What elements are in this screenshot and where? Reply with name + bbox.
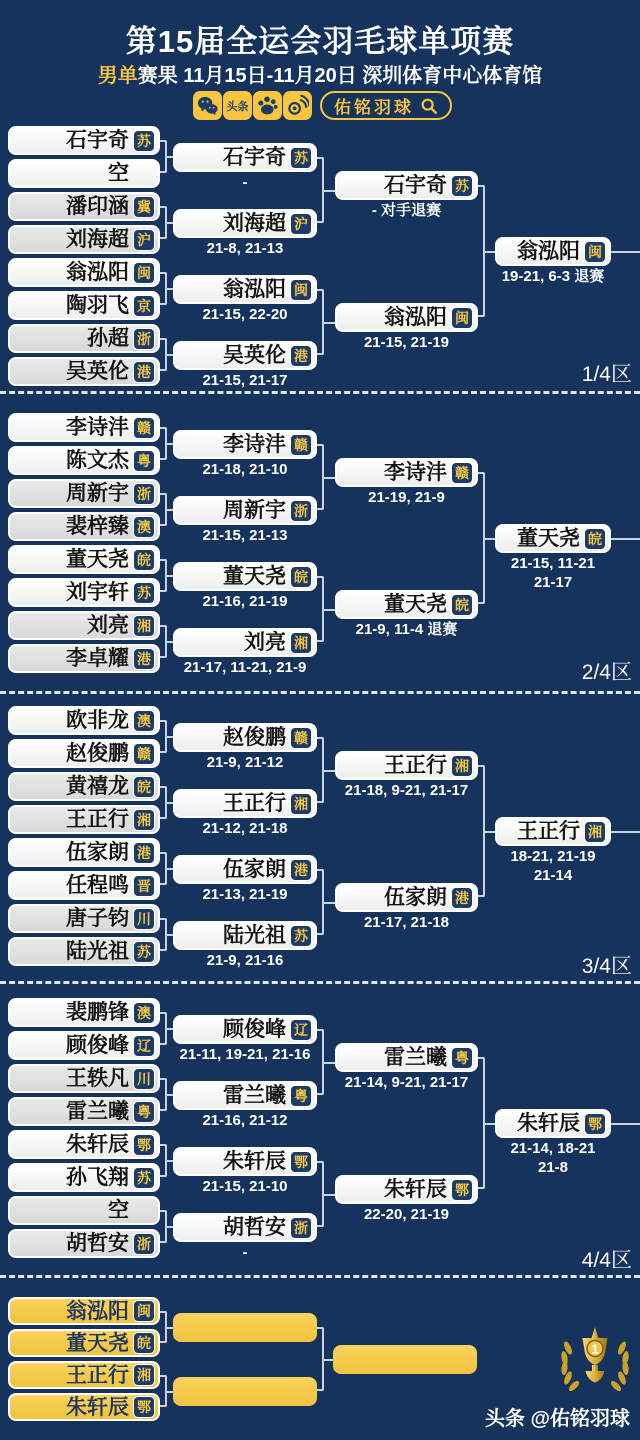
region-badge: 皖 <box>133 1332 155 1354</box>
pair-connector <box>160 1311 167 1343</box>
match-score: 21-8, 21-13 <box>206 240 284 257</box>
region-badge: 鄂 <box>451 1179 473 1201</box>
weibo-icon <box>283 91 312 120</box>
player-pill <box>8 1097 160 1126</box>
round-connector-stub <box>324 1062 335 1064</box>
pair-connector <box>160 206 167 239</box>
subtitle <box>0 59 640 88</box>
player-name: 赵俊鹏 <box>66 742 129 765</box>
region-badge: 苏 <box>133 941 155 963</box>
player-name: 孙飞翔 <box>66 1166 129 1189</box>
player-name: 雷兰曦 <box>66 1100 129 1123</box>
match-score: 22-20, 21-19 <box>363 1206 450 1223</box>
player-name: 顾俊峰 <box>66 1034 129 1057</box>
region-badge: 川 <box>133 1068 155 1090</box>
event-category-label: 男单 <box>97 65 138 87</box>
player-name: 刘海超 <box>66 228 129 251</box>
player-pill <box>8 1297 160 1325</box>
player-name: 王正行 <box>517 820 580 843</box>
match-score: 21-15, 21-17 <box>202 372 288 389</box>
player-pill <box>8 1130 160 1159</box>
region-badge: 苏 <box>290 925 312 947</box>
region-badge: 澳 <box>133 710 155 732</box>
round-connector-stub <box>324 770 335 772</box>
player-name: 董天尧 <box>223 565 286 588</box>
round-connector <box>317 1327 324 1391</box>
player-pill <box>173 143 317 172</box>
region-badge: 赣 <box>133 417 155 439</box>
region-badge: 港 <box>133 361 155 383</box>
region-badge: 湘 <box>584 821 606 843</box>
player-pill <box>335 883 478 912</box>
section-separator <box>0 1275 640 1278</box>
quarter-label: 2/4区 <box>581 661 632 684</box>
round-connector-stub <box>324 609 335 611</box>
player-pill <box>495 1109 611 1138</box>
subtitle-rest: 赛果 11月15日-11月20日 深圳体育中心体育馆 <box>137 65 543 87</box>
region-badge: 晋 <box>133 875 155 897</box>
pair-connector <box>160 427 167 460</box>
player-name: 刘海超 <box>223 212 286 235</box>
match-score: 21-18, 21-10 <box>202 461 288 478</box>
region-badge: 湘 <box>133 1364 155 1386</box>
player-name: 唐子钧 <box>66 907 129 930</box>
player-name: 刘宇轩 <box>66 581 129 604</box>
player-name: 伍家朗 <box>384 886 447 909</box>
match-score: 21-14, 9-21, 21-17 <box>344 1074 469 1091</box>
player-pill <box>173 855 317 884</box>
region-badge: 冀 <box>133 196 155 218</box>
player-pill <box>8 126 160 155</box>
player-name: 陆光祖 <box>66 940 129 963</box>
paw-icon <box>253 91 282 120</box>
player-pill <box>8 192 160 221</box>
player-name: 王轶凡 <box>66 1067 129 1090</box>
player-pill <box>335 171 478 200</box>
player-name: 潘印涵 <box>66 195 129 218</box>
player-pill <box>8 1361 160 1389</box>
player-pill <box>173 430 317 459</box>
pair-connector <box>160 625 167 658</box>
player-pill <box>8 937 160 966</box>
player-pill <box>335 458 478 487</box>
region-badge: 沪 <box>133 229 155 251</box>
region-badge: 港 <box>133 648 155 670</box>
match-score: 21-8 <box>537 1159 569 1176</box>
player-pill <box>8 611 160 640</box>
pair-connector <box>160 918 167 951</box>
badge-spacer <box>133 163 155 185</box>
winner-out-line <box>611 831 640 833</box>
player-pill <box>8 1329 160 1357</box>
pair-connector <box>160 852 167 885</box>
player-name: 陈文杰 <box>66 449 129 472</box>
player-pill <box>8 644 160 673</box>
match-score: 21-13, 21-19 <box>202 886 288 903</box>
player-name: 陶羽飞 <box>66 294 129 317</box>
region-badge: 鄂 <box>584 1113 606 1135</box>
region-badge: 皖 <box>451 594 473 616</box>
player-pill <box>173 496 317 525</box>
player-pill <box>8 479 160 508</box>
player-pill <box>8 324 160 353</box>
toutiao-icon: 头条 <box>223 91 252 120</box>
player-name: 空 <box>108 1199 129 1222</box>
round-connector-stub <box>324 902 335 904</box>
region-badge: 鄂 <box>133 1134 155 1156</box>
footer-credit: 头条 @佑铭羽球 <box>484 1408 630 1430</box>
player-name: 雷兰曦 <box>223 1084 286 1107</box>
player-name: 朱轩辰 <box>66 1395 129 1419</box>
player-pill <box>8 1393 160 1421</box>
region-badge: 粤 <box>133 450 155 472</box>
region-badge: 湘 <box>133 809 155 831</box>
match-score: - <box>242 1244 248 1261</box>
player-name: 王正行 <box>223 792 286 815</box>
player-pill <box>8 706 160 735</box>
empty-slot-pill <box>333 1345 477 1374</box>
search-icon <box>420 97 438 115</box>
player-pill <box>8 871 160 900</box>
quarter-label: 4/4区 <box>581 1249 632 1272</box>
region-badge: 澳 <box>133 516 155 538</box>
player-pill <box>335 590 478 619</box>
region-badge: 湘 <box>451 755 473 777</box>
region-badge: 沪 <box>290 213 312 235</box>
player-pill <box>8 159 160 188</box>
region-badge: 苏 <box>290 147 312 169</box>
player-pill <box>8 838 160 867</box>
region-badge: 皖 <box>133 776 155 798</box>
player-name: 董天尧 <box>66 548 129 571</box>
region-badge: 辽 <box>290 1019 312 1041</box>
player-name: 李卓耀 <box>66 647 129 670</box>
player-name: 石宇奇 <box>66 129 129 152</box>
match-score: 21-14 <box>533 867 573 884</box>
player-pill <box>8 291 160 320</box>
pair-connector <box>160 272 167 305</box>
winner-out-line <box>611 251 640 253</box>
player-pill <box>173 1147 317 1176</box>
player-name: 朱轩辰 <box>66 1133 129 1156</box>
player-name: 伍家朗 <box>223 858 286 881</box>
match-score: 21-15, 21-10 <box>202 1178 288 1195</box>
brand-name: 佑铭羽球 <box>334 98 414 117</box>
pair-connector <box>160 786 167 819</box>
player-name: 石宇奇 <box>384 174 447 197</box>
pair-connector <box>160 140 167 173</box>
player-name: 朱轩辰 <box>223 1150 286 1173</box>
region-badge: 苏 <box>133 130 155 152</box>
player-name: 欧非龙 <box>66 709 129 732</box>
pair-connector <box>160 559 167 592</box>
player-pill <box>495 524 611 553</box>
region-badge: 港 <box>133 842 155 864</box>
player-pill <box>335 751 478 780</box>
player-name: 孙超 <box>87 327 129 350</box>
badge-spacer <box>133 1200 155 1222</box>
player-name: 刘亮 <box>244 631 286 654</box>
player-pill <box>8 512 160 541</box>
match-score: 21-15, 11-21 <box>510 555 596 572</box>
section-separator <box>0 391 640 394</box>
semi-connector-stub <box>485 538 495 540</box>
region-badge: 浙 <box>290 1217 312 1239</box>
region-badge: 苏 <box>451 175 473 197</box>
player-name: 吴英伦 <box>66 360 129 383</box>
player-pill <box>8 904 160 933</box>
section-separator <box>0 981 640 984</box>
region-badge: 闽 <box>133 1300 155 1322</box>
player-pill <box>173 275 317 304</box>
player-name: 陆光祖 <box>223 924 286 947</box>
semi-connector-stub <box>485 831 495 833</box>
region-badge: 鄂 <box>290 1151 312 1173</box>
brand-search-pill <box>320 91 452 120</box>
match-score: 21-9, 21-12 <box>206 754 284 771</box>
empty-slot-pill <box>173 1313 317 1342</box>
trophy-first-place-icon <box>556 1326 634 1401</box>
pair-connector <box>160 720 167 753</box>
match-score: 21-15, 21-13 <box>202 527 288 544</box>
round-connector-stub <box>324 322 335 324</box>
region-badge: 粤 <box>451 1047 473 1069</box>
region-badge: 赣 <box>290 727 312 749</box>
empty-slot-pill <box>173 1377 317 1406</box>
region-badge: 皖 <box>290 566 312 588</box>
match-score: 21-17, 11-21, 21-9 <box>183 659 307 676</box>
pair-connector <box>160 1078 167 1111</box>
player-pill <box>8 413 160 442</box>
player-name: 翁泓阳 <box>223 278 286 301</box>
player-name: 翁泓阳 <box>66 261 129 284</box>
player-name: 伍家朗 <box>66 841 129 864</box>
player-pill <box>8 357 160 386</box>
player-pill <box>173 1015 317 1044</box>
region-badge: 京 <box>133 295 155 317</box>
match-score: 21-14, 18-21 <box>510 1140 596 1157</box>
player-name: 任程鸣 <box>66 874 129 897</box>
player-name: 王正行 <box>66 808 129 831</box>
player-pill <box>173 789 317 818</box>
player-name: 周新宇 <box>223 499 286 522</box>
player-name: 黄禧龙 <box>66 775 129 798</box>
player-name: 雷兰曦 <box>384 1046 447 1069</box>
player-pill <box>8 772 160 801</box>
player-name: 周新宇 <box>66 482 129 505</box>
region-badge: 湘 <box>290 793 312 815</box>
player-name: 翁泓阳 <box>384 306 447 329</box>
round-connector-stub <box>324 190 335 192</box>
player-pill <box>8 805 160 834</box>
match-score: - 对手退赛 <box>371 202 442 219</box>
player-pill <box>173 628 317 657</box>
region-badge: 澳 <box>133 1002 155 1024</box>
region-badge: 湘 <box>290 632 312 654</box>
match-score: 18-21, 21-19 <box>510 848 596 865</box>
player-name: 董天尧 <box>384 593 447 616</box>
region-badge: 闽 <box>290 279 312 301</box>
pair-connector <box>160 493 167 526</box>
match-score: 21-11, 19-21, 21-16 <box>179 1046 311 1063</box>
pair-connector <box>160 338 167 371</box>
player-name: 李诗沣 <box>223 433 286 456</box>
region-badge: 苏 <box>133 582 155 604</box>
match-score: 21-9, 21-16 <box>206 952 284 969</box>
player-pill <box>173 921 317 950</box>
player-name: 胡哲安 <box>223 1216 286 1239</box>
player-pill <box>8 1031 160 1060</box>
match-score: 21-16, 21-19 <box>202 593 288 610</box>
region-badge: 浙 <box>290 500 312 522</box>
player-pill <box>335 303 478 332</box>
player-name: 刘亮 <box>87 614 129 637</box>
player-pill <box>173 209 317 238</box>
match-score: - <box>242 174 248 191</box>
player-pill <box>8 545 160 574</box>
pair-connector <box>160 1210 167 1243</box>
region-badge: 闽 <box>584 241 606 263</box>
player-pill <box>8 258 160 287</box>
region-badge: 闽 <box>451 307 473 329</box>
region-badge: 皖 <box>133 549 155 571</box>
player-name: 李诗沣 <box>384 461 447 484</box>
player-name: 王正行 <box>66 1363 129 1387</box>
player-pill <box>335 1175 478 1204</box>
region-badge: 港 <box>290 345 312 367</box>
player-name: 空 <box>108 162 129 185</box>
player-name: 翁泓阳 <box>66 1299 129 1323</box>
player-name: 李诗沣 <box>66 416 129 439</box>
player-name: 董天尧 <box>66 1331 129 1355</box>
region-badge: 苏 <box>133 1167 155 1189</box>
quarter-label: 1/4区 <box>581 363 632 386</box>
player-name: 顾俊峰 <box>223 1018 286 1041</box>
player-pill <box>8 446 160 475</box>
region-badge: 粤 <box>290 1085 312 1107</box>
player-name: 朱轩辰 <box>384 1178 447 1201</box>
match-score: 19-21, 6-3 退赛 <box>501 268 605 285</box>
pair-connector <box>160 1375 167 1407</box>
player-name: 吴英伦 <box>223 344 286 367</box>
player-pill <box>8 578 160 607</box>
quarter-label: 3/4区 <box>581 955 632 978</box>
player-pill <box>335 1043 478 1072</box>
region-badge: 川 <box>133 908 155 930</box>
region-badge: 港 <box>451 887 473 909</box>
semi-connector-stub <box>485 251 495 253</box>
player-pill <box>8 1229 160 1258</box>
player-name: 裴梓臻 <box>66 515 129 538</box>
player-pill <box>8 1163 160 1192</box>
match-score: 21-17 <box>533 574 573 591</box>
match-score: 21-16, 21-12 <box>202 1112 288 1129</box>
round-connector-stub <box>324 1194 335 1196</box>
region-badge: 粤 <box>133 1101 155 1123</box>
match-score: 21-9, 11-4 退赛 <box>355 621 458 638</box>
region-badge: 赣 <box>451 462 473 484</box>
match-score: 21-15, 22-20 <box>202 306 288 323</box>
player-pill <box>495 237 611 266</box>
player-name: 翁泓阳 <box>517 240 580 263</box>
semi-connector <box>478 185 485 317</box>
player-pill <box>8 998 160 1027</box>
player-name: 石宇奇 <box>223 146 286 169</box>
player-name: 胡哲安 <box>66 1232 129 1255</box>
region-badge: 赣 <box>290 434 312 456</box>
pair-connector <box>160 1012 167 1045</box>
region-badge: 闽 <box>133 262 155 284</box>
round-connector-stub <box>324 477 335 479</box>
player-pill <box>173 723 317 752</box>
player-pill <box>173 341 317 370</box>
player-pill <box>8 739 160 768</box>
region-badge: 鄂 <box>133 1396 155 1418</box>
region-badge: 湘 <box>133 615 155 637</box>
player-name: 朱轩辰 <box>517 1112 580 1135</box>
match-score: 21-17, 21-18 <box>363 914 450 931</box>
match-score: 21-18, 9-21, 21-17 <box>344 782 469 799</box>
svg-text:1: 1 <box>591 1341 599 1357</box>
player-name: 董天尧 <box>517 527 580 550</box>
winner-out-line <box>611 538 640 540</box>
match-score: 21-19, 21-9 <box>368 489 445 506</box>
player-pill <box>8 1196 160 1225</box>
region-badge: 浙 <box>133 1233 155 1255</box>
match-score: 21-12, 21-18 <box>202 820 288 837</box>
player-pill <box>8 225 160 254</box>
round-connector-stub <box>324 1359 333 1361</box>
region-badge: 赣 <box>133 743 155 765</box>
page-title: 第15届全运会羽毛球单项赛 <box>125 24 515 59</box>
player-pill <box>173 562 317 591</box>
section-separator <box>0 691 640 694</box>
player-pill <box>495 817 611 846</box>
player-pill <box>173 1213 317 1242</box>
pair-connector <box>160 1144 167 1177</box>
region-badge: 皖 <box>584 528 606 550</box>
region-badge: 港 <box>290 859 312 881</box>
region-badge: 浙 <box>133 328 155 350</box>
wechat-icon <box>193 91 222 120</box>
player-pill <box>8 1064 160 1093</box>
region-badge: 浙 <box>133 483 155 505</box>
player-name: 赵俊鹏 <box>223 726 286 749</box>
player-name: 王正行 <box>384 754 447 777</box>
player-pill <box>173 1081 317 1110</box>
semi-connector-stub <box>485 1123 495 1125</box>
region-badge: 辽 <box>133 1035 155 1057</box>
player-name: 裴鹏锋 <box>66 1001 129 1024</box>
match-score: 21-15, 21-19 <box>363 334 450 351</box>
winner-out-line <box>611 1123 640 1125</box>
